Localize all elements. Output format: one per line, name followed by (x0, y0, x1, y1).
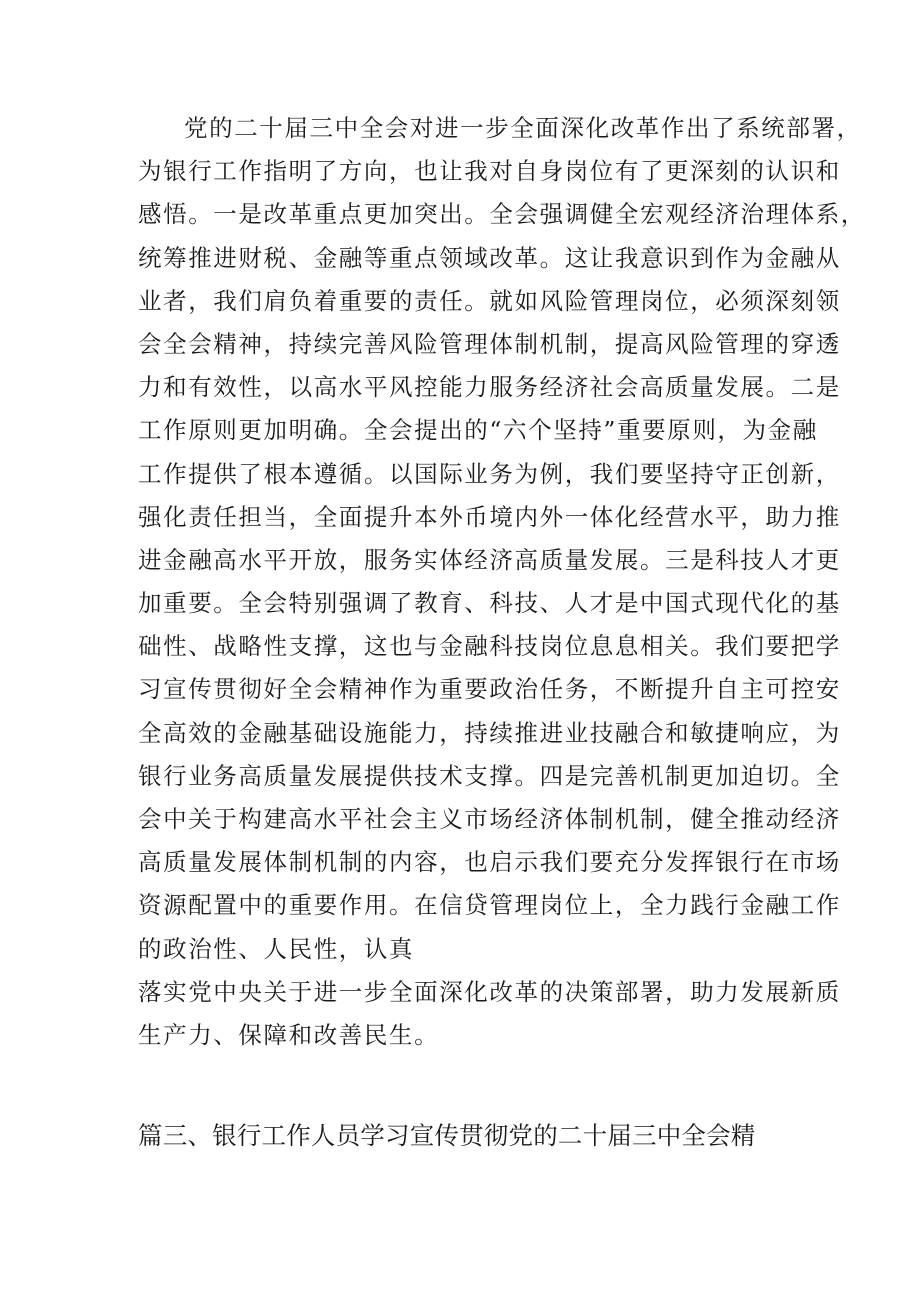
paragraph-line: 统筹推进财税、金融等重点领域改革。这让我意识到作为金融从 (138, 243, 841, 272)
paragraph-line: 础性、战略性支撑，这也与金融科技岗位息息相关。我们要把学 (138, 632, 841, 661)
paragraph-line: 资源配置中的重要作用。在信贷管理岗位上，全力践行金融工作 (138, 891, 841, 920)
paragraph-line: 工作原则更加明确。全会提出的“六个坚持”重要原则，为金融 (138, 416, 818, 445)
paragraph-line: 会中关于构建高水平社会主义市场经济体制机制，健全推动经济 (138, 805, 841, 833)
paragraph-line: 感悟。一是改革重点更加突出。全会强调健全宏观经济治理体系， (138, 200, 866, 229)
paragraph-line: 力和有效性，以高水平风控能力服务经济社会高质量发展。二是 (138, 373, 841, 402)
section-heading: 篇三、银行工作人员学习宣传贯彻党的二十届三中全会精 (138, 1121, 756, 1150)
paragraph-line: 生产力、保障和改善民生。 (138, 1020, 440, 1049)
paragraph-line: 高质量发展体制机制的内容，也启示我们要充分发挥银行在市场 (138, 848, 841, 877)
paragraph-line: 工作提供了根本遵循。以国际业务为例，我们要坚持守正创新， (138, 459, 841, 488)
paragraph-line: 习宣传贯彻好全会精神作为重要政治任务，不断提升自主可控安 (138, 675, 841, 704)
paragraph-line: 落实党中央关于进一步全面深化改革的决策部署，助力发展新质 (138, 977, 841, 1006)
paragraph-line: 会全会精神，持续完善风险管理体制机制，提高风险管理的穿透 (138, 329, 841, 358)
paragraph-line: 业者，我们肩负着重要的责任。就如风险管理岗位，必须深刻领 (138, 286, 841, 315)
paragraph-line: 的政治性、人民性，认真 (138, 934, 415, 963)
paragraph-line: 进金融高水平开放，服务实体经济高质量发展。三是科技人才更 (138, 545, 841, 574)
paragraph-line: 强化责任担当，全面提升本外币境内外一体化经营水平，助力推 (138, 502, 841, 531)
body-paragraph (138, 107, 866, 1057)
paragraph-line: 为银行工作指明了方向，也让我对自身岗位有了更深刻的认识和 (138, 157, 841, 186)
paragraph-line: 全高效的金融基础设施能力，持续推进业技融合和敏捷响应，为 (138, 718, 841, 747)
paragraph-line: 银行业务高质量发展提供技术支撑。四是完善机制更加迫切。全 (138, 761, 841, 790)
paragraph-line: 加重要。全会特别强调了教育、科技、人才是中国式现代化的基 (138, 589, 841, 618)
paragraph-line: 党的二十届三中全会对进一步全面深化改革作出了系统部署， (184, 114, 862, 142)
